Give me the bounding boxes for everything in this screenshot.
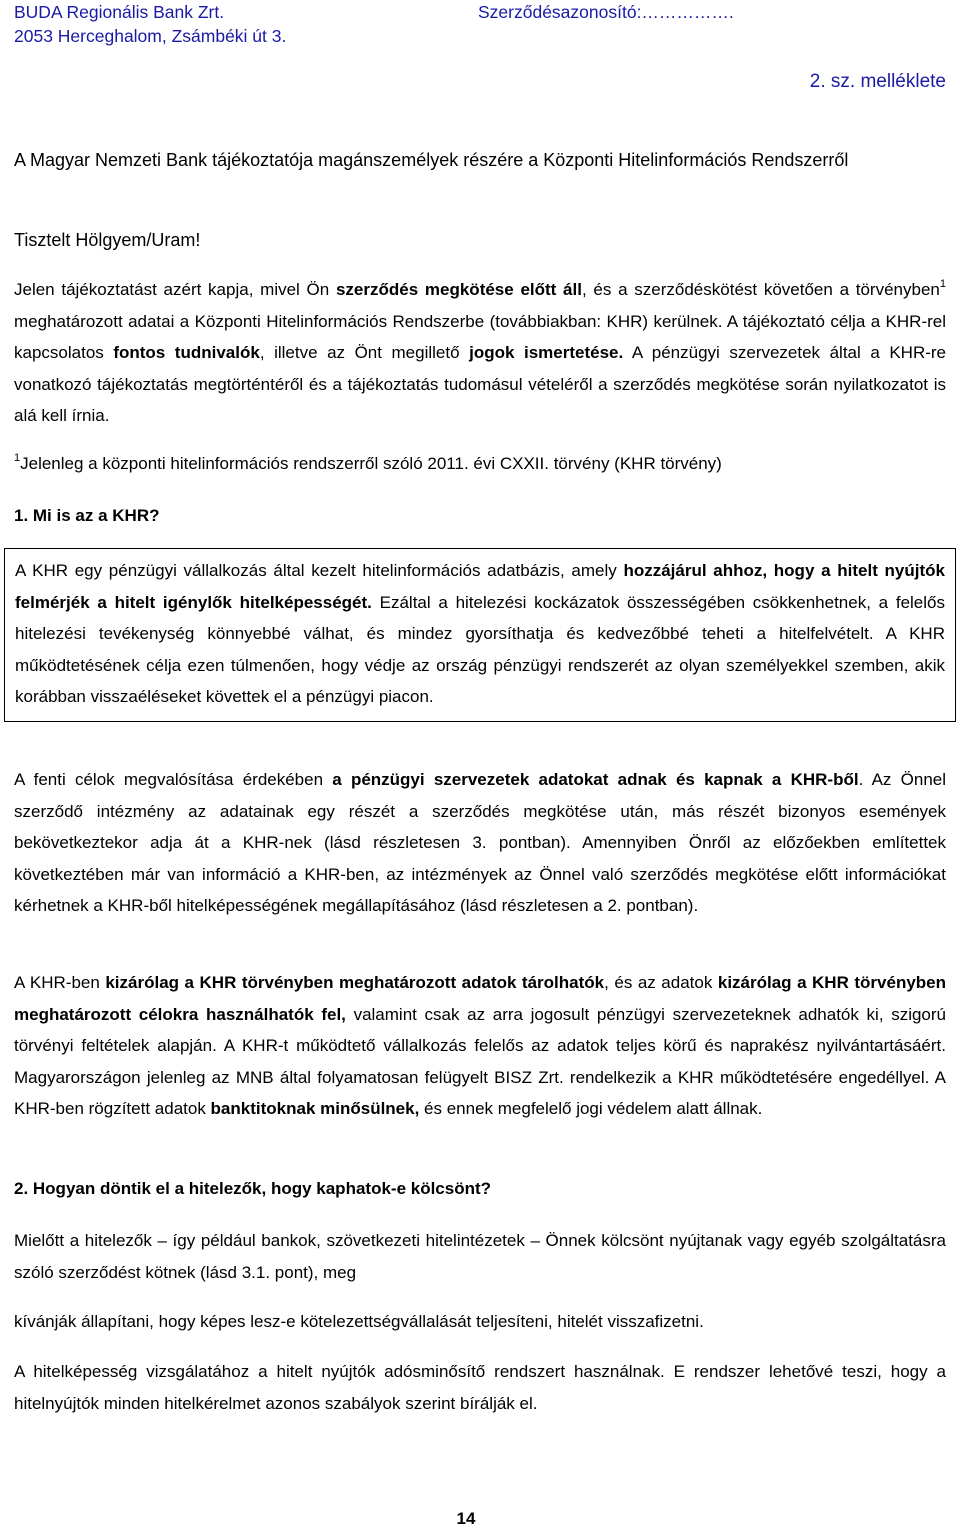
intro-text-4: , illetve az Önt megillető	[259, 343, 470, 362]
annex-label: 2. sz. melléklete	[809, 71, 946, 92]
page-number: 14	[456, 1509, 476, 1528]
s1p3-bold-2: kizárólag a KHR törvényben meghatározott célokra használhatók fel,	[14, 973, 947, 1024]
intro-bold-2: fontos tudnivalók	[113, 343, 260, 362]
s1p2-bold-1: a pénzügyi szervezetek adatokat adnak és kapnak a KHR-ből	[332, 770, 859, 789]
intro-text-1: Jelen tájékoztatást azért kapja, mivel Ön	[14, 280, 336, 299]
s1p3-text-3: valamint csak az arra jogosult pénzügyi szervezeteknek adhatók ki, szigorú törvényi feltételek alapján. A KHR-t működtető vállalkozás felelős az adatok teljes körű és naprakész nyilvántartásáért. Magyarországon jelenleg az MNB által folyamatosan felügyelt BISZ Zrt. rendelkezik a KHR működtetésére engedéllyel. A KHR-ben rögzített adatok	[14, 1004, 946, 1118]
intro-bold-3: jogok ismertetése.	[469, 343, 624, 362]
box-text-2: Ezáltal a hitelezési kockázatok összességében csökkenhetnek, a felelős hitelezési tevékenység könnyebbé válhat, és mindez gyorsíthatja és kedvezőbbé teheti a hitelfelvételt. A KHR működtetésének célja ezen túlmenően, hogy védje az ország pénzügyi rendszerét az olyan személyekkel szemben, akik korábban visszaéléseket követtek el a pénzügyi piacon.	[15, 592, 945, 706]
intro-paragraph	[14, 274, 946, 432]
footnote	[14, 448, 946, 480]
footnote-text: Jelenleg a központi hitelinformációs rendszerről szóló 2011. évi CXXII. törvény (KHR törvény)	[20, 454, 722, 473]
s1p3-text-2: , és az adatok	[604, 973, 718, 992]
section2-heading: 2. Hogyan döntik el a hitelezők, hogy kaphatok-e kölcsönt?	[14, 1179, 492, 1198]
section2-paragraph-3: A hitelképesség vizsgálatához a hitelt nyújtók adósminősítő rendszert használnak. E rendszer lehetővé teszi, hogy a hitelnyújtók minden hitelkérelmet azonos szabályok szerint bírálják el.	[14, 1362, 946, 1413]
intro-text-2: , és a szerződéskötést követően a törvényben	[581, 280, 940, 299]
s1p3-bold-3: banktitoknak minősülnek,	[210, 1099, 420, 1118]
contract-id-label: Szerződésazonosító:…………….	[478, 2, 734, 22]
intro-text-5: A pénzügyi szervezetek által a KHR-re vonatkozó tájékoztatás megtörténtéről és a tájékoztatás tudomásul vételéről a szerződés megkötése során nyilatkozatot is alá kell írnia.	[14, 343, 946, 425]
s1p3-bold-1: kizárólag a KHR törvényben meghatározott adatok tárolhatók	[105, 973, 605, 992]
s1p3-text-4: és ennek megfelelő jogi védelem alatt állnak.	[419, 1099, 763, 1118]
section1-heading: 1. Mi is az a KHR?	[14, 506, 160, 525]
s1p2-text-2: . Az Önnel szerződő intézmény az adatainak egy részét a szerződés megkötése után, más részét bizonyos események bekövetkeztekor adja át a KHR-nek (lásd részletesen 3. pontban). Amennyiben Önről az előzőekben említettek következtében már van információ a KHR-ben, az intézmények az Önnel való szerződés megkötése előtt információkat kérhetnek a KHR-ből hitelképességének megállapításához (lásd részletesen a 2. pontban).	[14, 770, 947, 915]
bank-name: BUDA Regionális Bank Zrt.	[14, 2, 225, 22]
intro-text-3: meghatározott adatai a Központi Hitelinformációs Rendszerbe (továbbiakban: KHR) kerülnek. A tájékoztató célja a KHR-rel kapcsolatos	[14, 311, 946, 362]
footnote-ref: 1	[939, 278, 946, 290]
header-block	[14, 0, 286, 48]
intro-bold-1: szerződés megkötése előtt áll	[335, 280, 582, 299]
title-text: A Magyar Nemzeti Bank tájékoztatója magánszemélyek részére a Központi Hitelinformációs Rendszerről	[14, 150, 849, 170]
section1-paragraph-3	[14, 967, 946, 1125]
khr-definition-box	[4, 548, 956, 722]
s1p2-text-1: A fenti célok megvalósítása érdekében	[14, 770, 333, 789]
footnote-number: 1	[14, 452, 21, 464]
bank-address: 2053 Herceghalom, Zsámbéki út 3.	[14, 26, 287, 46]
document-title	[14, 146, 946, 175]
box-text-1: A KHR egy pénzügyi vállalkozás által kezelt hitelinformációs adatbázis, amely	[15, 561, 624, 580]
s1p3-text-1: A KHR-ben	[14, 973, 106, 992]
box-bold-1: hozzájárul ahhoz, hogy a hitelt nyújtók felmérjék a hitelt igénylők hitelképességét.	[15, 561, 945, 612]
section2-paragraph-2: kívánják állapítani, hogy képes lesz-e kötelezettségvállalását teljesíteni, hitelét visszafizetni.	[14, 1312, 704, 1331]
salutation: Tisztelt Hölgyem/Uram!	[14, 230, 201, 250]
section1-paragraph-2	[14, 764, 946, 922]
section2-paragraph-1: Mielőtt a hitelezők – így például bankok, szövetkezeti hitelintézetek – Önnek kölcsönt nyújtanak vagy egyéb szolgáltatásra szóló szerződést kötnek (lásd 3.1. pont), meg	[14, 1231, 946, 1282]
